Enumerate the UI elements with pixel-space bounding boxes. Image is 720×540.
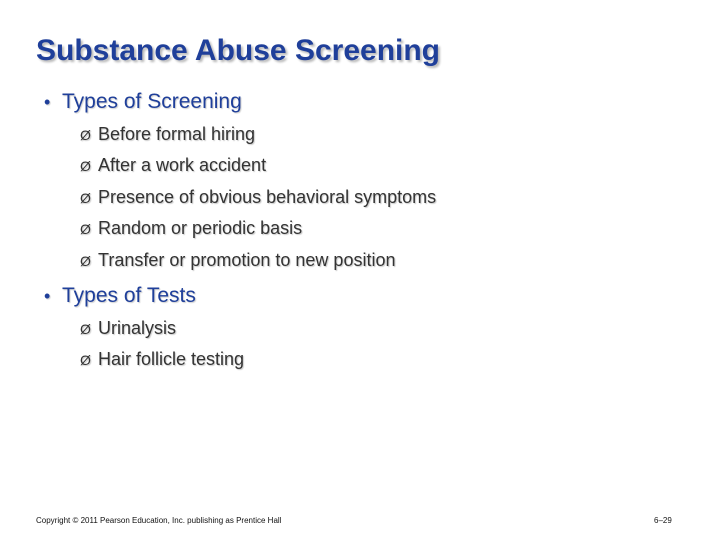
list-item xyxy=(80,218,302,239)
arrow-bullet-icon: Ø xyxy=(80,253,91,269)
bullet-icon: • xyxy=(44,92,51,112)
list-item xyxy=(80,155,266,176)
arrow-bullet-icon: Ø xyxy=(80,321,91,337)
arrow-bullet-icon: Ø xyxy=(80,352,91,368)
list-item xyxy=(80,250,395,271)
list-item-label: Transfer or promotion to new position xyxy=(98,250,396,270)
page-number: 6–29 xyxy=(654,516,672,525)
list-item-label: Before formal hiring xyxy=(98,124,256,144)
list-item-label: After a work accident xyxy=(98,155,267,175)
arrow-bullet-icon: Ø xyxy=(80,127,91,143)
list-item xyxy=(80,349,244,370)
section-heading-screening xyxy=(44,90,242,114)
bullet-icon: • xyxy=(44,286,51,306)
list-item-label: Presence of obvious behavioral symptoms xyxy=(98,187,437,207)
section-heading-label: Types of Screening xyxy=(62,90,242,113)
list-item xyxy=(80,318,176,339)
arrow-bullet-icon: Ø xyxy=(80,221,91,237)
list-item-label: Random or periodic basis xyxy=(98,218,303,238)
footer-copyright: Copyright © 2011 Pearson Education, Inc. publishing as Prentice Hall xyxy=(36,516,282,525)
section-heading-tests xyxy=(44,284,196,308)
arrow-bullet-icon: Ø xyxy=(80,190,91,206)
list-item-label: Hair follicle testing xyxy=(98,349,245,369)
section-heading-label: Types of Tests xyxy=(62,284,196,307)
slide-title: Substance Abuse Screening xyxy=(36,34,441,67)
arrow-bullet-icon: Ø xyxy=(80,158,91,174)
list-item xyxy=(80,187,436,208)
list-item xyxy=(80,124,255,145)
list-item-label: Urinalysis xyxy=(98,318,177,338)
